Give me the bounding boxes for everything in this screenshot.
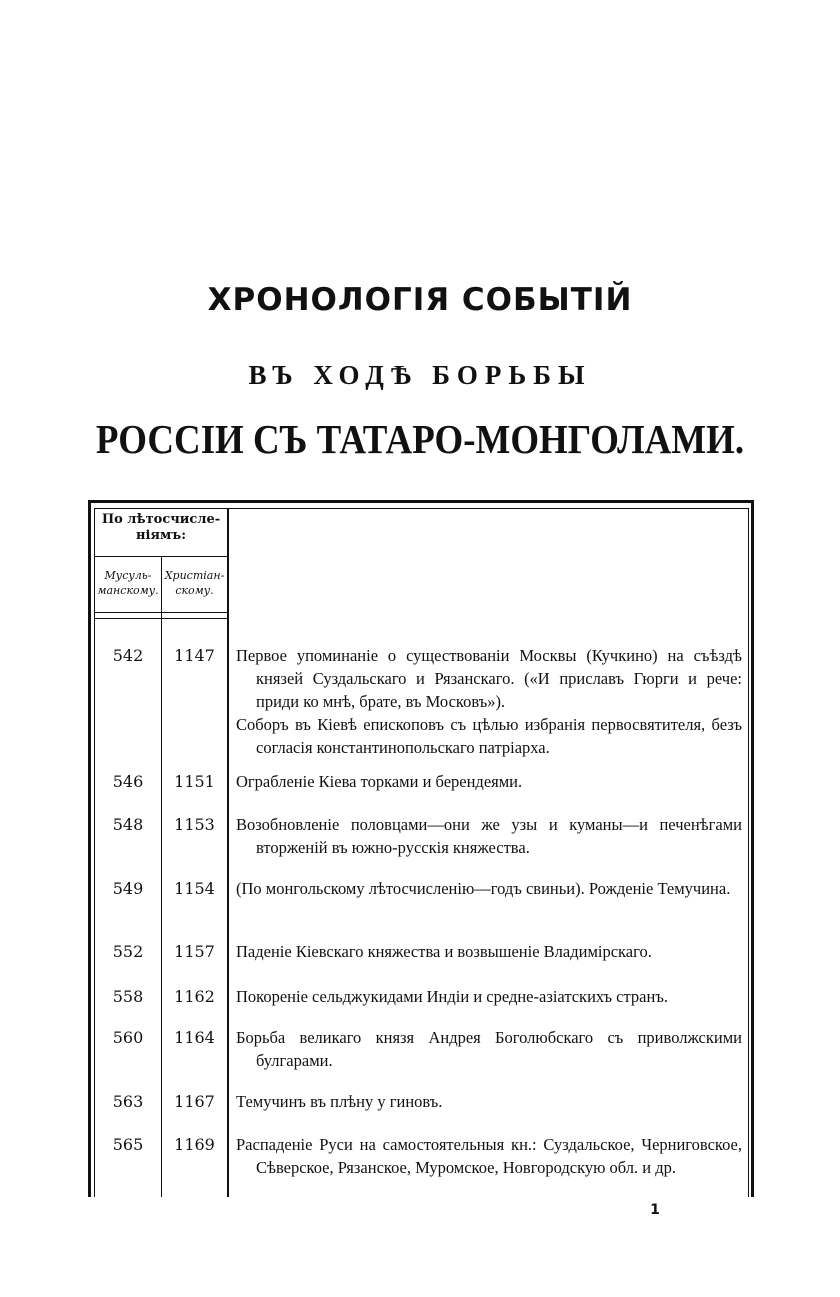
year-muslim: 565 — [112, 1135, 144, 1154]
table-rule — [748, 508, 749, 1197]
year-muslim: 542 — [112, 646, 144, 665]
event-description — [236, 644, 742, 759]
event-text: Ограбленіе Кіева торками и берендеями. — [236, 772, 523, 791]
event-text: (По монгольскому лѣтосчисленію—годъ свиньи). Рожденіе Темучина. — [236, 879, 731, 898]
year-muslim: 558 — [112, 987, 144, 1006]
year-christian: 1167 — [174, 1092, 215, 1111]
year-christian: 1154 — [174, 879, 215, 898]
event-text: Темучинъ въ плѣну у гиновъ. — [236, 1092, 443, 1111]
column-header-muslim: Мусуль-манскому. — [97, 569, 159, 597]
year-muslim: 552 — [112, 942, 144, 961]
event-text: Распаденіе Руси на самостоятельныя кн.: Суздальское, Черниговское, Сѣверское, Рязанское, Муромское, Новгородскую обл. и др. — [236, 1135, 742, 1177]
event-description — [236, 940, 742, 963]
page-number: 1 — [650, 1202, 660, 1218]
year-christian: 1162 — [174, 987, 215, 1006]
year-muslim: 563 — [112, 1092, 144, 1111]
year-muslim: 546 — [112, 772, 144, 791]
event-description — [236, 1133, 742, 1179]
table-rule — [94, 508, 749, 509]
year-muslim: 548 — [112, 815, 144, 834]
event-description — [236, 877, 742, 900]
event-description — [236, 770, 742, 793]
year-muslim: 560 — [112, 1028, 144, 1047]
column-header-christian: Христіан-скому. — [164, 569, 225, 597]
event-description — [236, 985, 742, 1008]
year-christian: 1147 — [174, 646, 215, 665]
page-title: ХРОНОЛОГІЯ СОБЫТІЙ — [207, 282, 633, 318]
table-rule — [94, 612, 228, 613]
year-christian: 1164 — [174, 1028, 215, 1047]
event-text: Соборъ въ Кіевѣ епископовъ съ цѣлью избранія первосвятителя, безъ согласія константинопольскаго патріарха. — [236, 715, 742, 757]
event-text: Борьба великаго князя Андрея Боголюбскаго съ приволжскими булгарами. — [236, 1028, 742, 1070]
page-subtitle-main: РОССІИ СЪ ТАТАРО-МОНГОЛАМИ. — [95, 416, 745, 462]
table-header: По лѣтосчисле-ніямъ: — [101, 512, 221, 543]
event-text: Паденіе Кіевскаго княжества и возвышеніе Владимірскаго. — [236, 942, 652, 961]
year-christian: 1151 — [174, 772, 215, 791]
table-rule — [94, 556, 228, 557]
event-text: Покореніе сельджукидами Индіи и средне-азіатскихъ странъ. — [236, 987, 668, 1006]
event-description — [236, 813, 742, 859]
table-rule — [94, 618, 228, 619]
year-christian: 1153 — [174, 815, 215, 834]
year-muslim: 549 — [112, 879, 144, 898]
event-description — [236, 1090, 742, 1113]
event-description — [236, 1026, 742, 1072]
event-text: Возобновленіе половцами—они же узы и куманы—и печенѣгами вторженій въ южно-русскія княжества. — [236, 815, 742, 857]
year-christian: 1157 — [174, 942, 215, 961]
page-subtitle: ВЪ ХОДѢ БОРЬБЫ — [248, 360, 592, 390]
event-text: Первое упоминаніе о существованіи Москвы (Кучкино) на съѣздѣ князей Суздальскаго и Рязанскаго. («И приславъ Гюрги и рече: приди ко мнѣ, брате, въ Московъ»). — [236, 646, 742, 711]
year-christian: 1169 — [174, 1135, 215, 1154]
